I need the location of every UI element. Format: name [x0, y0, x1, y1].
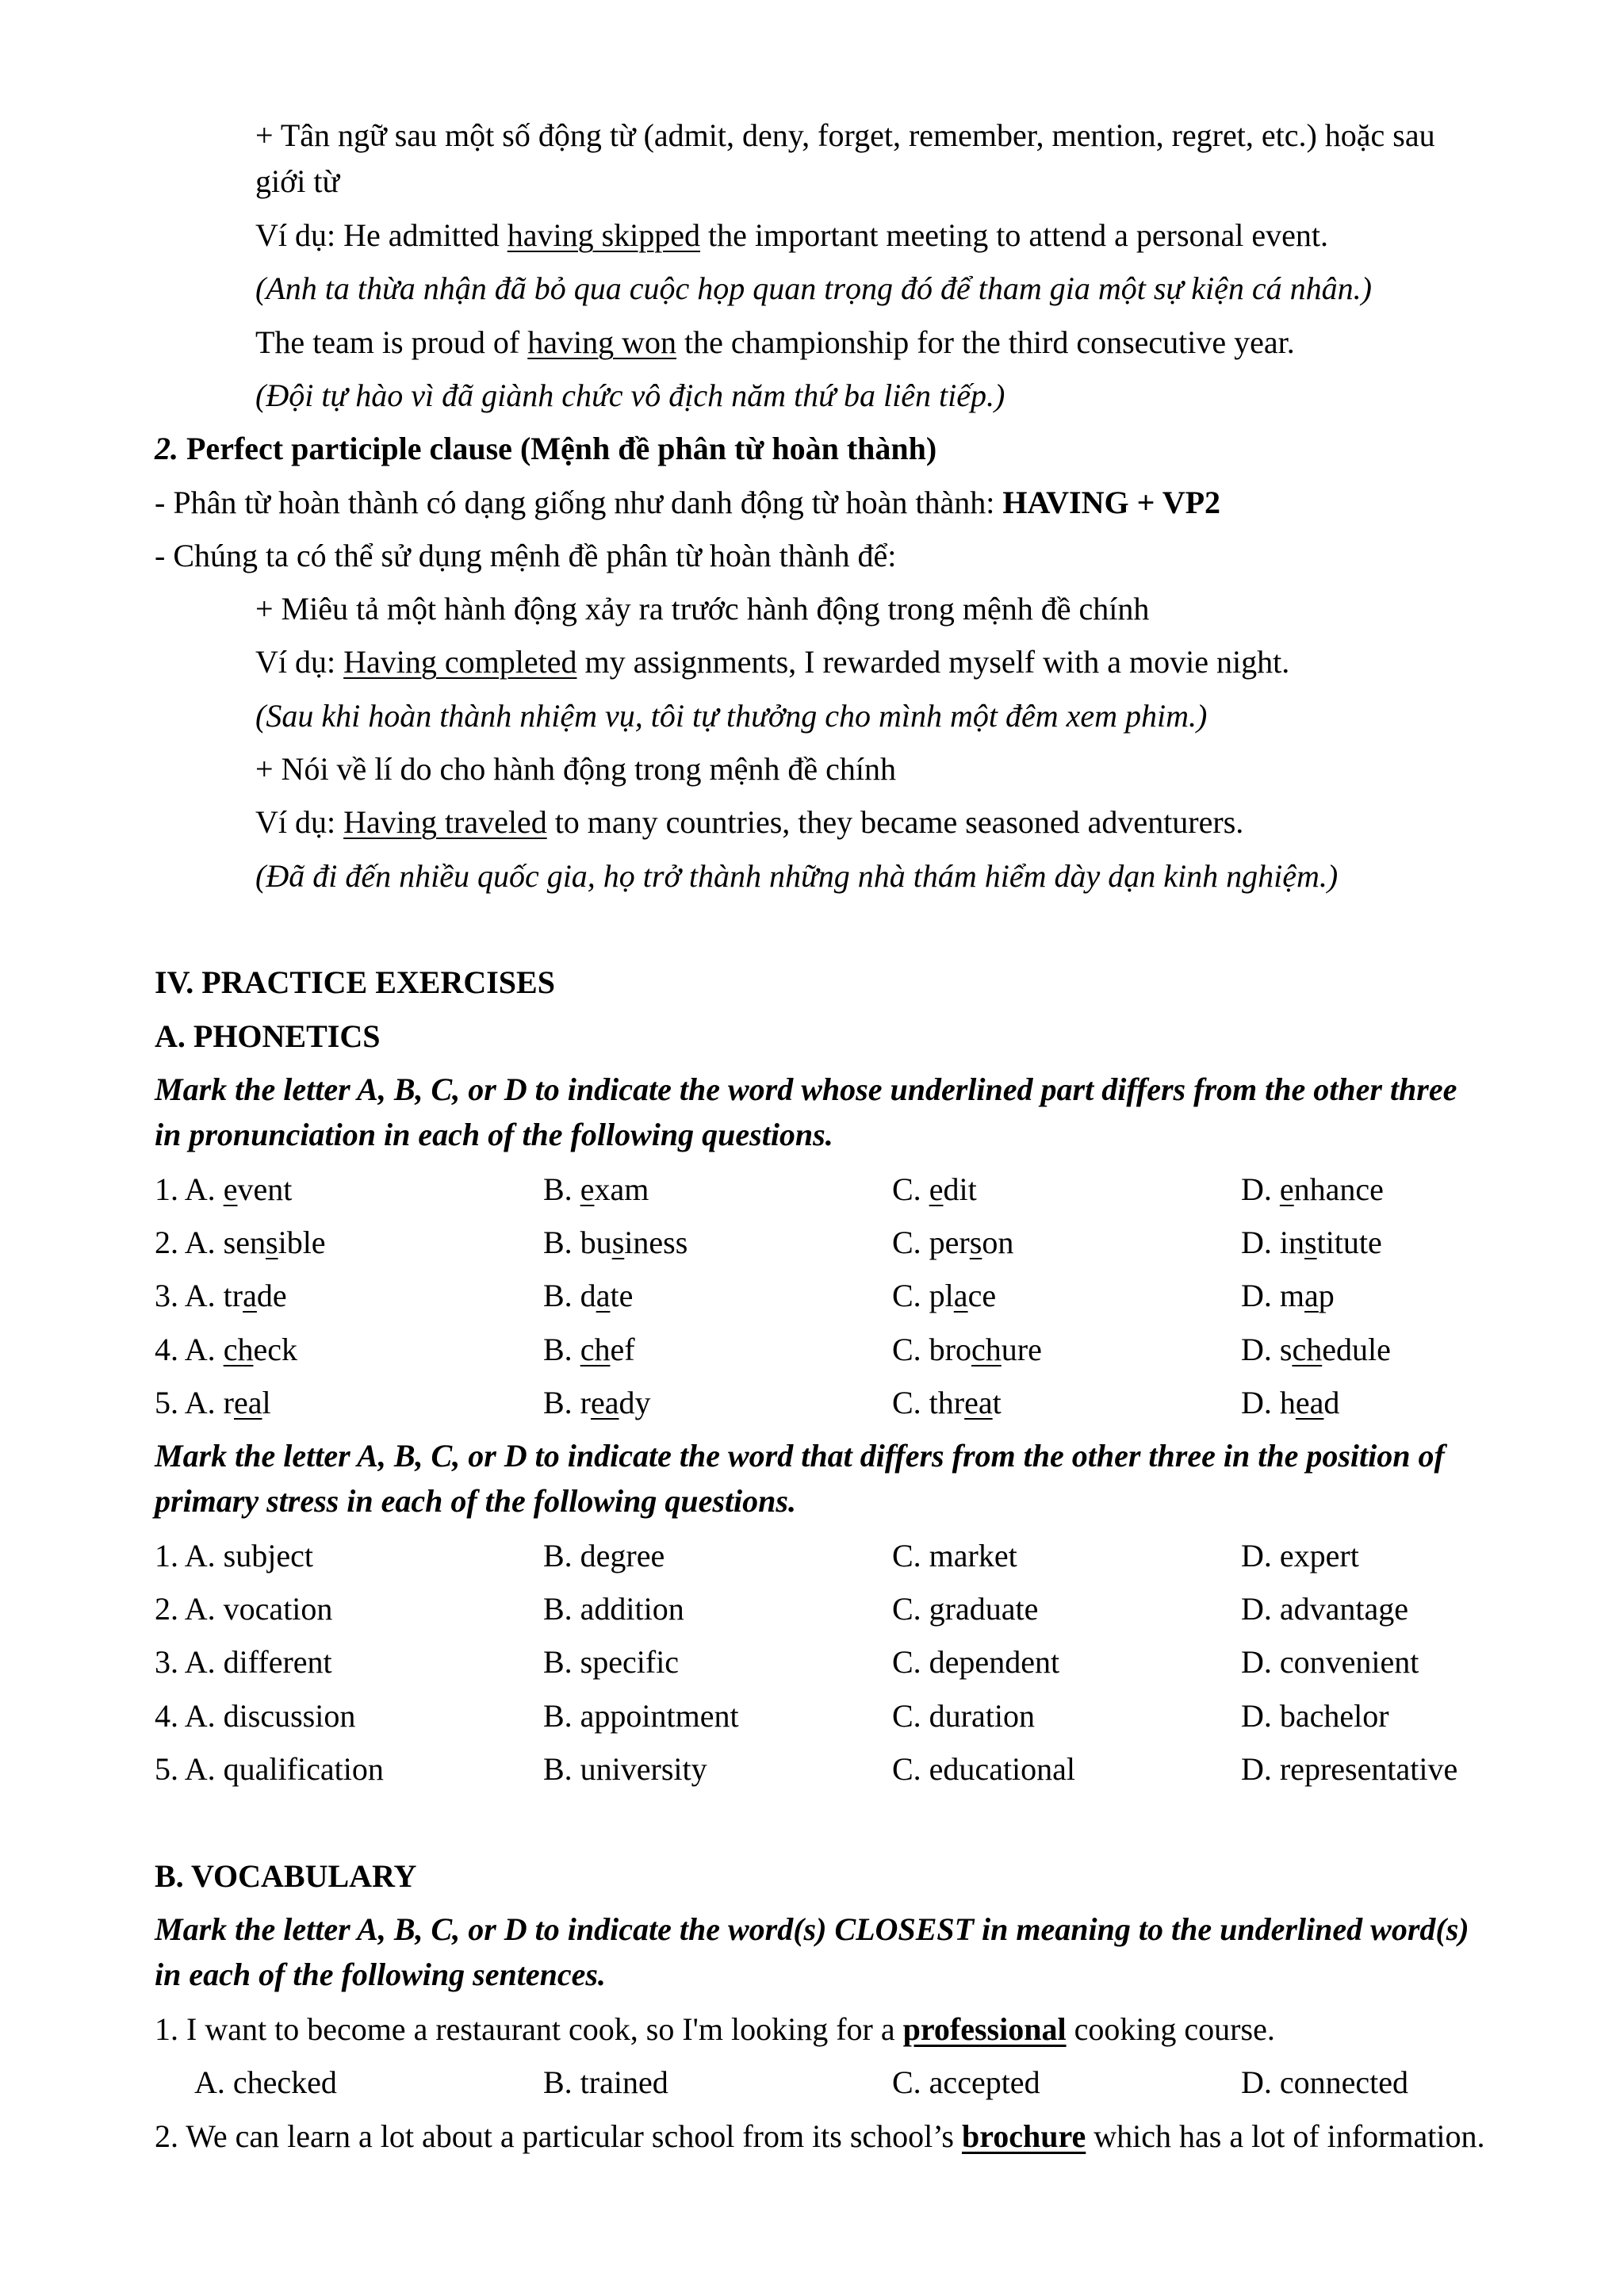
- option[interactable]: D. map: [1241, 1278, 1335, 1313]
- underlined-phrase: Having traveled: [343, 804, 547, 840]
- option[interactable]: 5. A. qualification: [155, 1751, 384, 1787]
- option[interactable]: D. bachelor: [1241, 1698, 1389, 1734]
- option[interactable]: C. place: [892, 1278, 997, 1313]
- option[interactable]: B. specific: [543, 1644, 680, 1680]
- option[interactable]: B. exam: [543, 1171, 649, 1207]
- option[interactable]: D. convenient: [1241, 1644, 1419, 1680]
- option[interactable]: D. connected: [1241, 2064, 1409, 2100]
- option[interactable]: D. representative: [1241, 1751, 1458, 1787]
- underlined-phrase: having won: [527, 324, 677, 360]
- example-4: Ví dụ: Having traveled to many countries, they became seasoned adventurers.: [255, 804, 1244, 840]
- option[interactable]: B. addition: [543, 1591, 684, 1627]
- vocabulary-instruction-line2: in each of the following sentences.: [155, 1957, 606, 1992]
- option[interactable]: D. schedule: [1241, 1332, 1391, 1367]
- practice-title: IV. PRACTICE EXERCISES: [155, 964, 555, 1000]
- option[interactable]: B. appointment: [543, 1698, 739, 1734]
- option[interactable]: B. chef: [543, 1332, 635, 1367]
- option[interactable]: D. enhance: [1241, 1171, 1384, 1207]
- key-word: professional: [902, 2011, 1067, 2047]
- vocab-question-2: 2. We can learn a lot about a particular school from its school’s brochure which has a lot of information.: [155, 2118, 1485, 2154]
- option[interactable]: 1. A. subject: [155, 1538, 313, 1573]
- example-2: The team is proud of having won the championship for the third consecutive year.: [255, 324, 1295, 360]
- option[interactable]: D. institute: [1241, 1225, 1382, 1260]
- participle-usage-intro: - Chúng ta có thể sử dụng mệnh đề phân từ hoàn thành để:: [155, 538, 897, 573]
- option[interactable]: 1. A. event: [155, 1171, 293, 1207]
- option[interactable]: C. educational: [892, 1751, 1076, 1787]
- option[interactable]: 3. A. different: [155, 1644, 332, 1680]
- option[interactable]: C. brochure: [892, 1332, 1042, 1367]
- option[interactable]: C. market: [892, 1538, 1017, 1573]
- option[interactable]: D. expert: [1241, 1538, 1359, 1573]
- object-rule-line1: + Tân ngữ sau một số động từ (admit, deny, forget, remember, mention, regret, etc.) hoặc sau: [255, 117, 1435, 153]
- pronunciation-instruction-line1: Mark the letter A, B, C, or D to indicate the word whose underlined part differs from the other three: [155, 1071, 1457, 1107]
- option[interactable]: B. date: [543, 1278, 634, 1313]
- option[interactable]: A. checked: [194, 2064, 337, 2100]
- option[interactable]: C. accepted: [892, 2064, 1040, 2100]
- option[interactable]: C. graduate: [892, 1591, 1039, 1627]
- option[interactable]: 4. A. discussion: [155, 1698, 356, 1734]
- usage-1: + Miêu tả một hành động xảy ra trước hành động trong mệnh đề chính: [255, 591, 1150, 627]
- option[interactable]: D. head: [1241, 1385, 1340, 1420]
- underlined-phrase: having skipped: [507, 217, 701, 253]
- participle-form-rule: - Phân từ hoàn thành có dạng giống như danh động từ hoàn thành: HAVING + VP2: [155, 485, 1221, 520]
- option[interactable]: 3. A. trade: [155, 1278, 287, 1313]
- option[interactable]: 2. A. sensible: [155, 1225, 326, 1260]
- option[interactable]: 4. A. check: [155, 1332, 297, 1367]
- option[interactable]: C. dependent: [892, 1644, 1060, 1680]
- section-heading-perfect-participle: 2. Perfect participle clause (Mệnh đề phân từ hoàn thành): [155, 431, 937, 466]
- usage-2: + Nói về lí do cho hành động trong mệnh đề chính: [255, 751, 896, 787]
- option[interactable]: B. business: [543, 1225, 688, 1260]
- option[interactable]: C. threat: [892, 1385, 1002, 1420]
- option[interactable]: B. trained: [543, 2064, 668, 2100]
- object-rule-line2: giới từ: [255, 163, 340, 199]
- vocabulary-title: B. VOCABULARY: [155, 1858, 417, 1894]
- example-2-translation: (Đội tự hào vì đã giành chức vô địch năm thứ ba liên tiếp.): [255, 378, 1005, 413]
- option[interactable]: C. person: [892, 1225, 1014, 1260]
- key-word: brochure: [961, 2118, 1086, 2154]
- pronunciation-instruction-line2: in pronunciation in each of the following questions.: [155, 1117, 833, 1152]
- option[interactable]: C. duration: [892, 1698, 1035, 1734]
- option[interactable]: C. edit: [892, 1171, 977, 1207]
- option[interactable]: B. university: [543, 1751, 707, 1787]
- option[interactable]: 2. A. vocation: [155, 1591, 333, 1627]
- example-1-translation: (Anh ta thừa nhận đã bỏ qua cuộc họp quan trọng đó để tham gia một sự kiện cá nhân.): [255, 270, 1372, 306]
- phonetics-title: A. PHONETICS: [155, 1018, 381, 1054]
- vocab-question-1: 1. I want to become a restaurant cook, so I'm looking for a professional cooking course.: [155, 2011, 1275, 2047]
- underlined-phrase: Having completed: [343, 644, 577, 680]
- option[interactable]: 5. A. real: [155, 1385, 271, 1420]
- vocabulary-instruction-line1: Mark the letter A, B, C, or D to indicate the word(s) CLOSEST in meaning to the underlined word(s): [155, 1911, 1469, 1947]
- example-1: Ví dụ: He admitted having skipped the important meeting to attend a personal event.: [255, 217, 1329, 253]
- example-4-translation: (Đã đi đến nhiều quốc gia, họ trở thành những nhà thám hiểm dày dạn kinh nghiệm.): [255, 858, 1339, 894]
- stress-instruction-line2: primary stress in each of the following questions.: [155, 1483, 796, 1519]
- stress-instruction-line1: Mark the letter A, B, C, or D to indicate the word that differs from the other three in the position of: [155, 1438, 1445, 1474]
- option[interactable]: B. ready: [543, 1385, 651, 1420]
- option[interactable]: D. advantage: [1241, 1591, 1409, 1627]
- example-3: Ví dụ: Having completed my assignments, I rewarded myself with a movie night.: [255, 644, 1290, 680]
- option[interactable]: B. degree: [543, 1538, 665, 1573]
- example-3-translation: (Sau khi hoàn thành nhiệm vụ, tôi tự thưởng cho mình một đêm xem phim.): [255, 698, 1208, 734]
